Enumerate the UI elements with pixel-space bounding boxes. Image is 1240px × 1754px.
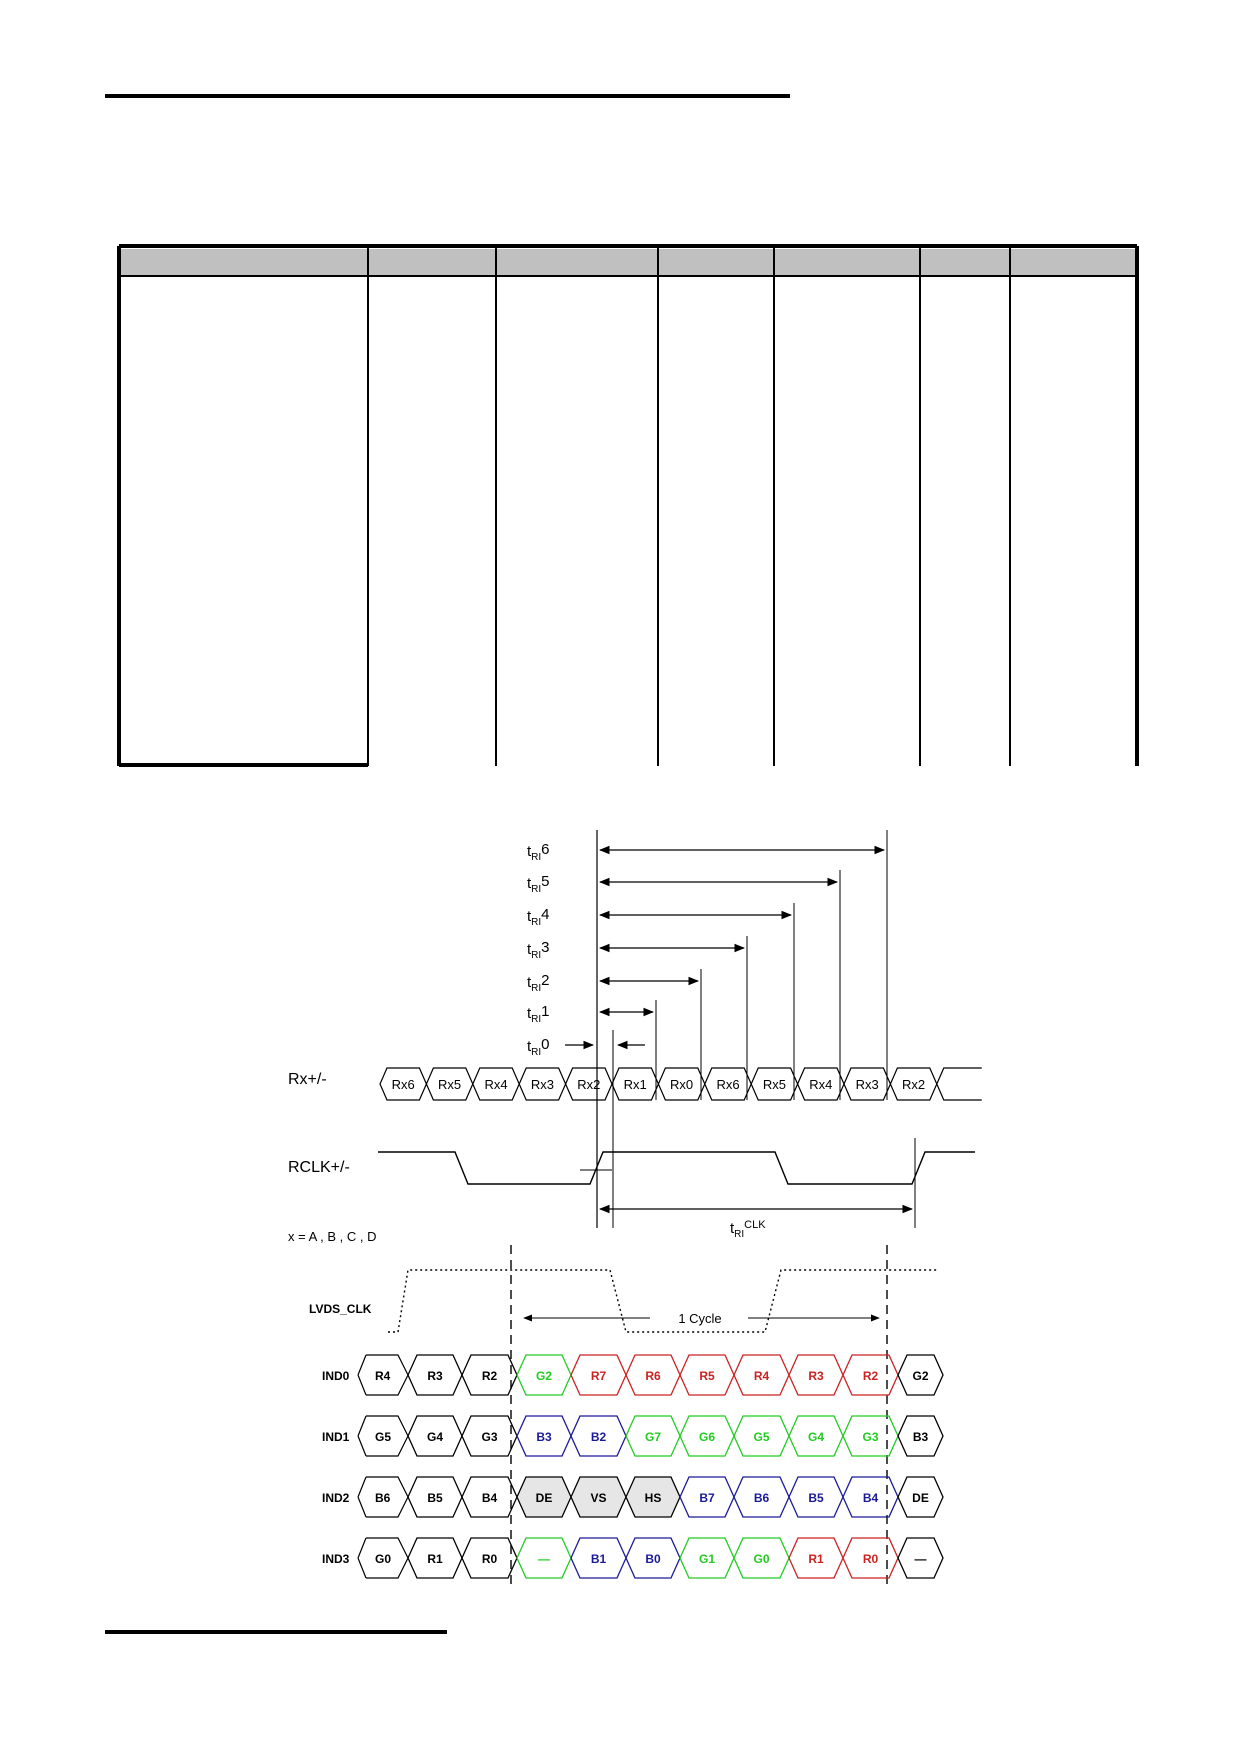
tri-label: $t_{RI}0$ — [527, 1036, 550, 1058]
cycle-label: 1 Cycle — [678, 1311, 722, 1326]
data-cell-label: VS — [590, 1491, 607, 1505]
data-cell-label: B3 — [536, 1430, 552, 1444]
data-cell-label: R2 — [481, 1369, 498, 1383]
rclk-waveform — [378, 1152, 975, 1184]
data-cell-label: G5 — [753, 1430, 770, 1444]
rx-cell-label: Rx3 — [530, 1077, 554, 1092]
data-cell-label: B1 — [590, 1552, 607, 1566]
lvds-clk-waveform — [388, 1270, 938, 1332]
row-label: IND1 — [322, 1430, 350, 1444]
data-cell-label: B0 — [645, 1552, 661, 1566]
data-cell-label: DE — [912, 1491, 929, 1505]
data-cell-label: B6 — [753, 1491, 770, 1505]
data-cell-label: R7 — [590, 1369, 607, 1383]
lvds-clk-label: LVDS_CLK — [309, 1302, 372, 1316]
rx-cell-label: Rx5 — [438, 1077, 462, 1092]
rx-cell-label: Rx0 — [670, 1077, 694, 1092]
tri-label: $t_{RI}4$ — [527, 906, 550, 928]
rx-cell-label: Rx4 — [809, 1077, 833, 1092]
data-cell-label: G0 — [375, 1552, 392, 1566]
data-cell-label: B4 — [862, 1491, 879, 1505]
data-cell — [358, 1355, 366, 1395]
data-cell — [358, 1538, 366, 1578]
rx-timing-section — [288, 830, 982, 1240]
data-cell-label: B5 — [427, 1491, 443, 1505]
tri-label: $t_{RI}1$ — [527, 1003, 550, 1025]
triclk-label: $t_{RI}^{CLK}$ — [730, 1219, 766, 1240]
data-cell-label: B4 — [481, 1491, 498, 1505]
data-cell-label: R3 — [808, 1369, 824, 1383]
data-cell-label: G4 — [426, 1430, 444, 1444]
rx-cell-label: Rx6 — [391, 1077, 415, 1092]
data-cell-label: G2 — [535, 1369, 553, 1383]
rx-cell — [937, 1068, 982, 1100]
data-cell-label: R4 — [753, 1369, 770, 1383]
rx-cell-label: Rx4 — [484, 1077, 508, 1092]
data-cell-label: R3 — [427, 1369, 443, 1383]
data-cell-label: B7 — [699, 1491, 715, 1505]
tri-label: $t_{RI}2$ — [527, 972, 550, 994]
data-cell-label: G2 — [912, 1369, 929, 1383]
lvds-timing-section — [288, 1229, 943, 1590]
rclk-label: RCLK+/- — [288, 1159, 350, 1176]
data-cell-label: — — [538, 1552, 550, 1566]
rx-cell-label: Rx3 — [855, 1077, 879, 1092]
data-cell-label: HS — [644, 1491, 662, 1505]
rx-label: Rx+/- — [288, 1071, 327, 1088]
data-cell-label: G3 — [862, 1430, 879, 1444]
row-label: IND3 — [322, 1552, 350, 1566]
data-cell — [358, 1477, 366, 1517]
data-cell-label: B3 — [912, 1430, 929, 1444]
data-cell-label: G7 — [644, 1430, 662, 1444]
tri-label: $t_{RI}5$ — [527, 873, 550, 895]
tri-label: $t_{RI}6$ — [527, 841, 550, 863]
row-label: IND0 — [322, 1369, 350, 1383]
data-cell-label: R2 — [862, 1369, 879, 1383]
data-cell-label: G3 — [481, 1430, 498, 1444]
data-cell-label: R1 — [427, 1552, 443, 1566]
tri-label: $t_{RI}3$ — [527, 939, 550, 961]
data-cell-label: R0 — [481, 1552, 498, 1566]
data-cell-label: G1 — [698, 1552, 716, 1566]
data-cell-label: B2 — [590, 1430, 607, 1444]
rx-cell-label: Rx6 — [716, 1077, 740, 1092]
data-cell-label: B5 — [808, 1491, 824, 1505]
data-cell-label: G5 — [375, 1430, 392, 1444]
rx-cell-label: Rx1 — [623, 1077, 647, 1092]
data-cell-label: B6 — [375, 1491, 391, 1505]
data-cell-label: R4 — [375, 1369, 391, 1383]
data-cell-label: R5 — [699, 1369, 715, 1383]
data-cell-label: R6 — [645, 1369, 661, 1383]
data-cell-label: R0 — [862, 1552, 879, 1566]
data-cell-label: R1 — [808, 1552, 824, 1566]
data-cell-label: G0 — [753, 1552, 770, 1566]
rx-cell-label: Rx2 — [902, 1077, 926, 1092]
row-label: IND2 — [322, 1491, 350, 1505]
x-note: x = A , B , C , D — [288, 1229, 377, 1244]
rx-cell-label: Rx2 — [577, 1077, 601, 1092]
data-cell-label: — — [914, 1552, 927, 1566]
data-cell-label: DE — [535, 1491, 553, 1505]
data-cell-label: G6 — [698, 1430, 716, 1444]
data-cell — [358, 1416, 366, 1456]
rx-cell-label: Rx5 — [762, 1077, 786, 1092]
data-cell-label: G4 — [807, 1430, 825, 1444]
